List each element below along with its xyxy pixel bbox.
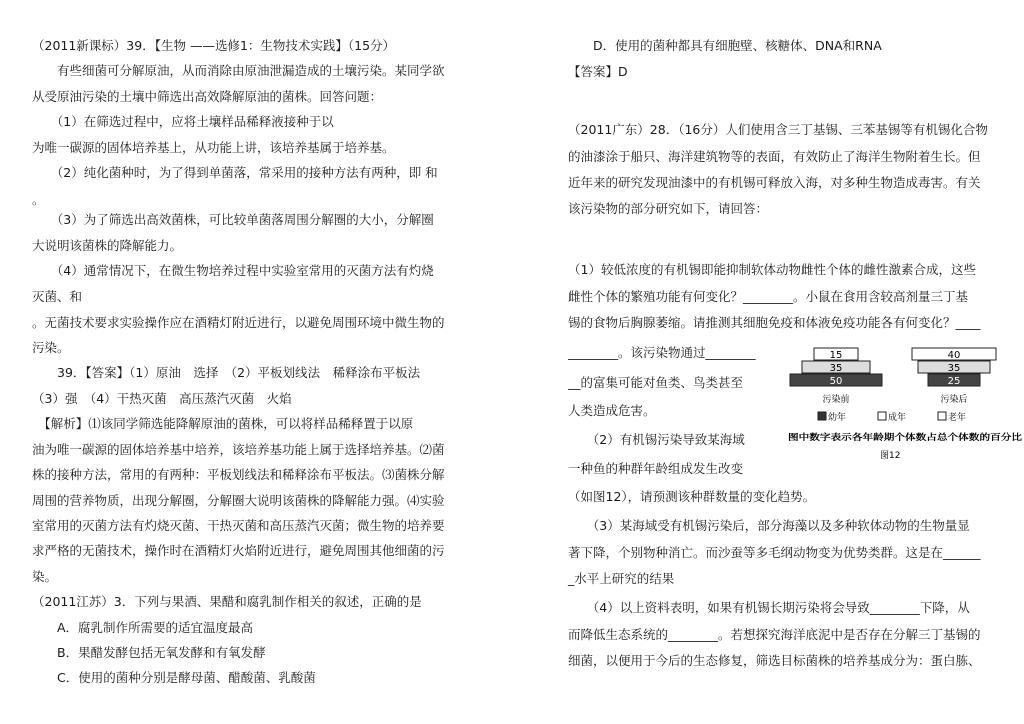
legend-old-swatch — [938, 412, 946, 420]
age-structure-figure — [788, 340, 1024, 470]
left_column-line: 。无菌技术要求实验操作应在酒精灯附近进行，以避免周围环境中微生物的 — [32, 315, 445, 330]
left_column-line: 从受原油污染的土壤中筛选出高效降解原油的菌株。回答问题： — [32, 89, 383, 104]
right_column-line: （4）以上资料表明，如果有机锡长期污染将会导致________下降，从 — [568, 600, 970, 615]
left_column-line: 周围的营养物质，出现分解圈，分解圈大说明该菌株的降解能力强。⑷实验 — [32, 493, 445, 508]
right_column-line: 而降低生态系统的________。若想探究海洋底泥中是否存在分解三丁基锡的 — [568, 627, 981, 642]
age-pyramid-chart — [788, 340, 1024, 470]
left_column-line: 。 — [32, 192, 45, 207]
legend-adult-swatch — [878, 412, 886, 420]
right_column-line: 近年来的研究发现油漆中的有机锡可释放入海，对多种生物造成毒害。有关 — [568, 175, 981, 190]
left_column-line: （4）通常情况下，在微生物培养过程中实验室常用的灭菌方法有灼烧 — [32, 263, 434, 278]
left_column-line: （3）强 （4）干热灭菌 高压蒸汽灭菌 火焰 — [32, 391, 292, 406]
right_column-line: ________。该污染物通过________ — [568, 345, 756, 360]
after-label: 污染后 — [940, 395, 968, 405]
right_column-line: D．使用的菌种都具有细胞壁、核糖体、DNA和RNA — [568, 38, 882, 53]
right_column-line: 的油漆涂于船只、海洋建筑物等的表面，有效防止了海洋生物附着生长。但 — [568, 149, 981, 164]
left_column-line: （2011江苏）3．下列与果酒、果醋和腐乳制作相关的叙述，正确的是 — [32, 594, 422, 609]
right_column-line: 细菌，以便用于今后的生态修复，筛选目标菌株的培养基成分为：蛋白胨、 — [568, 653, 981, 668]
figure-note: 图中数字表示各年龄期个体数占总个体数的百分比 — [788, 433, 978, 443]
left_column-line: C．使用的菌种分别是酵母菌、醋酸菌、乳酸菌 — [32, 670, 316, 685]
right_column-line: （如图12），请预测该种群数量的变化趋势。 — [568, 489, 816, 504]
left_column-line: 有些细菌可分解原油，从而消除由原油泄漏造成的土壤污染。某同学欲 — [32, 63, 445, 78]
figure-caption: 图12 — [880, 451, 901, 461]
after-old-value: 40 — [947, 350, 961, 361]
right_column-line: （2011广东）28．（16分）人们使用含三丁基锡、三苯基锡等有机锡化合物 — [568, 122, 988, 137]
left_column-line: 求严格的无菌技术，操作时在酒精灯火焰附近进行，避免周围其他细菌的污 — [32, 543, 445, 558]
after-adult-value: 35 — [947, 363, 961, 374]
left_column-line: 染。 — [32, 569, 58, 584]
left_column-line: （3）为了筛选出高效菌株，可比较单菌落周围分解圈的大小，分解圈 — [32, 212, 434, 227]
right_column-line: 人类造成危害。 — [568, 403, 656, 418]
right_column-line: 锡的食物后胸腺萎缩。请推测其细胞免疫和体液免疫功能各有何变化？____ — [568, 315, 981, 330]
left_column-line: 为唯一碳源的固体培养基上，从功能上讲，该培养基属于培养基。 — [32, 140, 395, 155]
left_column-line: 灭菌、和 — [32, 289, 83, 304]
right_column-line: __的富集可能对鱼类、鸟类甚至 — [568, 375, 744, 390]
right_column-line: 一种鱼的种群年龄组成发生改变 — [568, 461, 744, 476]
left_column-line: 大说明该菌株的降解能力。 — [32, 238, 183, 253]
left_column-line: 室常用的灭菌方法有灼烧灭菌、干热灭菌和高压蒸汽灭菌；微生物的培养要 — [32, 518, 445, 533]
legend-old-label: 老年 — [948, 413, 967, 423]
right_column-line: 该污染物的部分研究如下，请回答： — [568, 201, 769, 216]
before-young-value: 50 — [829, 376, 843, 387]
right_column-line: （2）有机锡污染导致某海域 — [568, 432, 745, 447]
before-old-value: 15 — [829, 350, 843, 361]
right_column-line: （1）较低浓度的有机锡即能抑制软体动物雌性个体的雌性激素合成，这些 — [568, 262, 976, 277]
left_column-line: （1）在筛选过程中，应将土壤样品稀释液接种于以 — [32, 114, 334, 129]
left_column-line: B．果醋发酵包括无氧发酵和有氧发酵 — [32, 645, 266, 660]
right_column-line: 著下降，个别物种消亡。而沙蚕等多毛纲动物变为优势类群。这是在______ — [568, 545, 981, 560]
before-adult-value: 35 — [829, 363, 843, 374]
left_column-line: （2011新课标）39．【生物 ——选修1：生物技术实践】（15分） — [32, 38, 396, 53]
legend-adult-label: 成年 — [888, 413, 907, 423]
legend-young-label: 幼年 — [828, 413, 847, 423]
left_column-line: 油为唯一碳源的固体培养基中培养，该培养基功能上属于选择培养基。⑵菌 — [32, 442, 445, 457]
left_column-line: （2）纯化菌种时，为了得到单菌落，常采用的接种方法有两种，即 和 — [32, 165, 438, 180]
before-label: 污染前 — [822, 395, 850, 405]
left_column-line: 株的接种方法，常用的有两种：平板划线法和稀释涂布平板法。⑶菌株分解 — [32, 467, 445, 482]
left_column-line: 39．【答案】（1）原油 选择 （2）平板划线法 稀释涂布平板法 — [32, 365, 421, 380]
right_column-line: _水平上研究的结果 — [568, 571, 675, 586]
legend-young-swatch — [818, 412, 826, 420]
left_column-line: 污染。 — [32, 340, 70, 355]
right_column-line: 雌性个体的繁殖功能有何变化？________。小鼠在食用含较高剂量三丁基 — [568, 289, 969, 304]
right_column-line: （3）某海域受有机锡污染后，部分海藻以及多种软体动物的生物量显 — [568, 518, 970, 533]
after-young-value: 25 — [947, 376, 961, 387]
left_column-line: A．腐乳制作所需要的适宜温度最高 — [32, 620, 254, 635]
left_column-line: 【解析】⑴该同学筛选能降解原油的菌株，可以将样品稀释置于以原 — [32, 416, 414, 431]
right_column-line: 【答案】D — [568, 64, 628, 79]
